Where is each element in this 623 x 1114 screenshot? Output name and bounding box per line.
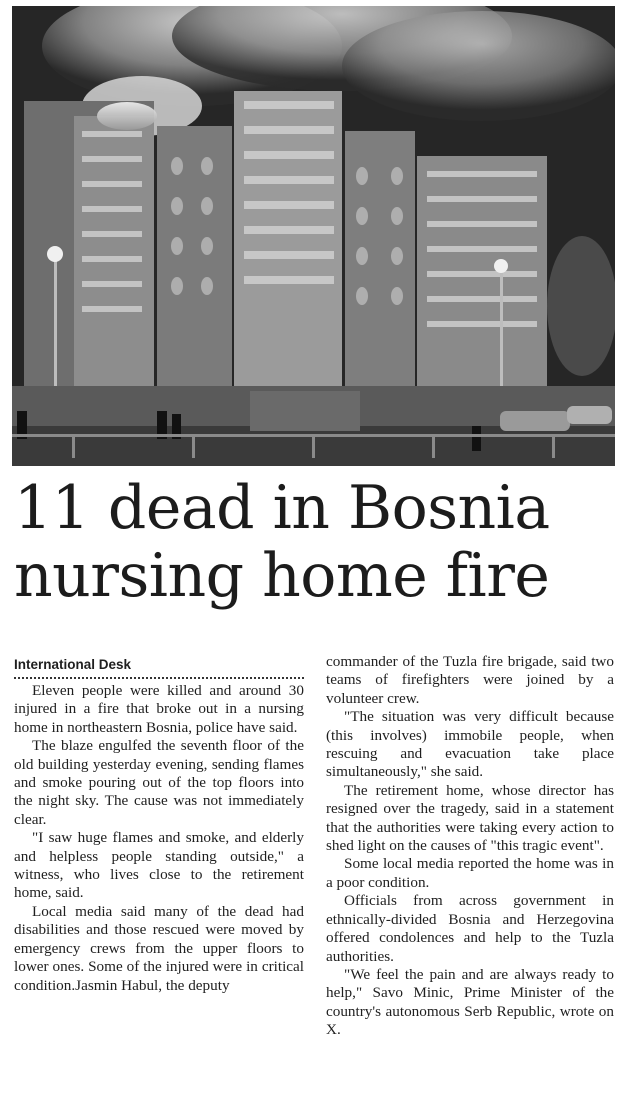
news-photo bbox=[12, 6, 615, 466]
paragraph: Eleven people were killed and around 30 injured in a fire that broke out in a nursing home in northeastern Bosnia, police have said. bbox=[14, 682, 304, 736]
paragraph: The retirement home, whose director has resigned over the tragedy, said in a statement that the authorities were taking every action to shed light on the causes of "this tragic event". bbox=[326, 781, 614, 855]
paragraph: Local media said many of the dead had disabilities and those rescued were moved by emergency crews from the upper floors to lower ones. Some of the injured were in critical condition.Jasmin Habul, the deputy bbox=[14, 902, 304, 994]
article-column-right bbox=[326, 653, 614, 1040]
paragraph: "We feel the pain and are always ready to help," Savo Minic, Prime Minister of the country's autonomous Serb Republic, wrote on X. bbox=[326, 965, 614, 1039]
paragraph: Some local media reported the home was in a poor condition. bbox=[326, 855, 614, 891]
paragraph-continued: commander of the Tuzla fire brigade, said two teams of firefighters were joined by a volunteer crew. bbox=[326, 653, 614, 707]
paragraph: "The situation was very difficult because (this involves) immobile people, when rescuing and evacuation take place simultaneously," she said. bbox=[326, 708, 614, 781]
paragraph: The blaze engulfed the seventh floor of the old building yesterday evening, sending flames and smoke pouring out of the top floors into the night sky. The cause was not immediately clear. bbox=[14, 737, 304, 828]
building-fire-photo-icon bbox=[12, 6, 615, 466]
desk-byline: International Desk bbox=[14, 656, 304, 679]
headline: 11 dead in Bosnia nursing home fire bbox=[14, 473, 550, 611]
article-column-left bbox=[14, 652, 304, 995]
paragraph: "I saw huge flames and smoke, and elderly and helpless people standing outside," a witness, who lives close to the retirement home, said. bbox=[14, 829, 304, 902]
paragraph: Officials from across government in ethnically-divided Bosnia and Herzegovina offered condolences and help to the Tuzla authorities. bbox=[326, 892, 614, 965]
